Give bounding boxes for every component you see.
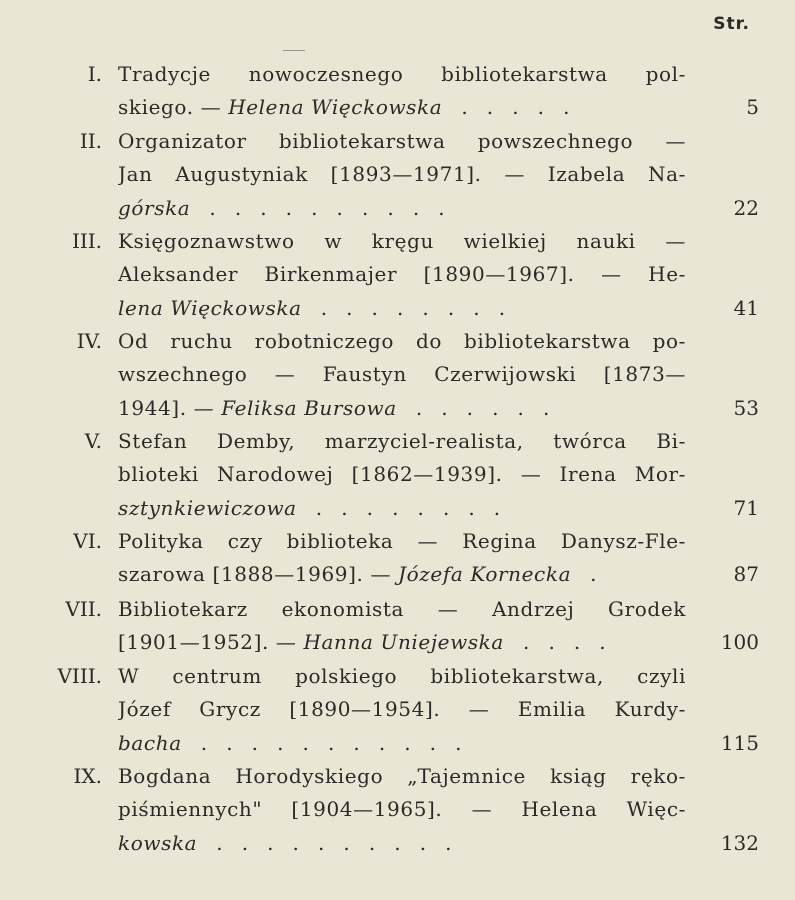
author-name: lena Więckowska bbox=[118, 295, 302, 320]
toc-entry bbox=[0, 760, 795, 860]
author-name: górska bbox=[118, 195, 191, 220]
leader-dots: . . . . bbox=[503, 630, 606, 655]
title-line: Bogdana Horodyskiego „Tajemnice ksiąg ręko- bbox=[118, 764, 686, 788]
leader-dots: . . . . . . . . bbox=[301, 295, 506, 320]
page-number: 115 bbox=[720, 730, 759, 755]
toc-entry bbox=[0, 225, 795, 325]
title-last-line bbox=[118, 827, 686, 860]
page-number: 53 bbox=[733, 395, 759, 420]
author-name: Helena Więckowska bbox=[228, 95, 443, 120]
chapter-title bbox=[118, 225, 686, 325]
author-name: Józefa Kornecka bbox=[398, 562, 572, 587]
page-number: 22 bbox=[733, 195, 759, 220]
title-last-line bbox=[118, 558, 686, 591]
leader-dots: . . . . . . . . . . bbox=[190, 195, 445, 220]
title-line: Organizator bibliotekarstwa powszechnego — bbox=[118, 129, 686, 153]
title-line: Księgoznawstwo w kręgu wielkiej nauki — bbox=[118, 229, 686, 253]
toc-entry bbox=[0, 325, 795, 425]
chapter-numeral: IV. bbox=[76, 329, 102, 353]
chapter-numeral: VII. bbox=[65, 597, 102, 621]
title-tail: [1901—1952]. — bbox=[118, 630, 304, 655]
title-last-line bbox=[118, 292, 686, 325]
chapter-numeral: VIII. bbox=[57, 664, 102, 688]
title-line: Od ruchu robotniczego do bibliotekarstwa po- bbox=[118, 329, 686, 353]
title-line: blioteki Narodowej [1862—1939]. — Irena Mor- bbox=[118, 462, 686, 487]
toc-entry bbox=[0, 660, 795, 760]
title-line: Jan Augustyniak [1893—1971]. — Izabela Na- bbox=[118, 162, 686, 187]
chapter-numeral: V. bbox=[84, 429, 102, 453]
page-number: 5 bbox=[746, 95, 759, 120]
chapter-title bbox=[118, 425, 686, 525]
toc-entry bbox=[0, 125, 795, 225]
toc-entry bbox=[0, 593, 795, 660]
page-number: 100 bbox=[720, 630, 759, 655]
chapter-numeral: II. bbox=[79, 129, 102, 153]
title-line: Bibliotekarz ekonomista — Andrzej Grodek bbox=[118, 597, 686, 621]
title-last-line bbox=[118, 492, 686, 525]
author-name: bacha bbox=[118, 730, 182, 755]
chapter-title bbox=[118, 525, 686, 592]
chapter-numeral: VI. bbox=[73, 529, 102, 553]
leader-dots: . . . . . . . . . . bbox=[197, 830, 452, 855]
chapter-title bbox=[118, 593, 686, 660]
author-name: Hanna Uniejewska bbox=[303, 630, 504, 655]
page-column-header: Str. bbox=[713, 14, 750, 34]
leader-dots: . . . . . . . . bbox=[296, 495, 501, 520]
toc-entry bbox=[0, 525, 795, 592]
title-line: piśmiennych" [1904—1965]. — Helena Więc- bbox=[118, 797, 686, 822]
title-line: wszechnego — Faustyn Czerwijowski [1873— bbox=[118, 362, 686, 387]
page-number: 71 bbox=[733, 495, 759, 520]
title-line: Tradycje nowoczesnego bibliotekarstwa pol- bbox=[118, 62, 686, 86]
author-name: Feliksa Bursowa bbox=[221, 395, 397, 420]
page-number: 41 bbox=[733, 295, 759, 320]
title-tail: skiego. — bbox=[118, 95, 229, 120]
chapter-title bbox=[118, 325, 686, 425]
title-tail: szarowa [1888—1969]. — bbox=[118, 562, 399, 587]
chapter-title bbox=[118, 125, 686, 225]
page-number: 87 bbox=[733, 562, 759, 587]
title-last-line bbox=[118, 91, 686, 124]
title-line: Aleksander Birkenmajer [1890—1967]. — He- bbox=[118, 262, 686, 287]
toc-entry bbox=[0, 58, 795, 125]
title-last-line bbox=[118, 192, 686, 225]
print-mark bbox=[283, 50, 305, 51]
chapter-numeral: IX. bbox=[73, 764, 102, 788]
title-tail: 1944]. — bbox=[118, 395, 222, 420]
title-last-line bbox=[118, 392, 686, 425]
toc-entry bbox=[0, 425, 795, 525]
page-number: 132 bbox=[720, 830, 759, 855]
leader-dots: . . . . . . . . . . . bbox=[181, 730, 462, 755]
chapter-title bbox=[118, 760, 686, 860]
title-line: Stefan Demby, marzyciel-realista, twórca Bi- bbox=[118, 429, 686, 453]
author-name: sztynkiewiczowa bbox=[118, 495, 297, 520]
author-name: kowska bbox=[118, 830, 198, 855]
title-line: Józef Grycz [1890—1954]. — Emilia Kurdy- bbox=[118, 697, 686, 722]
leader-dots: . bbox=[571, 562, 597, 587]
leader-dots: . . . . . . bbox=[396, 395, 550, 420]
leader-dots: . . . . . bbox=[442, 95, 570, 120]
chapter-title bbox=[118, 58, 686, 125]
chapter-title bbox=[118, 660, 686, 760]
title-line: Polityka czy biblioteka — Regina Danysz-Fle- bbox=[118, 529, 686, 553]
chapter-numeral: III. bbox=[71, 229, 102, 253]
title-last-line bbox=[118, 727, 686, 760]
chapter-numeral: I. bbox=[87, 62, 102, 86]
title-last-line bbox=[118, 626, 686, 659]
title-line: W centrum polskiego bibliotekarstwa, czyli bbox=[118, 664, 686, 688]
